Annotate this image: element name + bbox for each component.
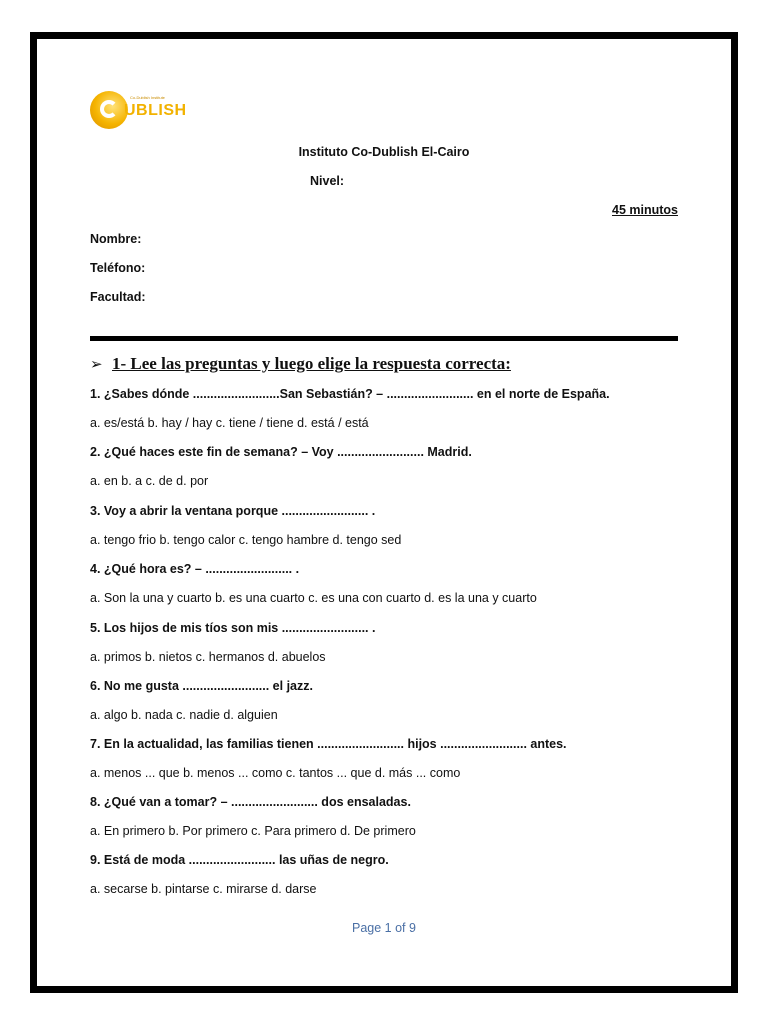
- options-7: a. menos ... que b. menos ... como c. tantos ... que d. más ... como: [90, 766, 461, 780]
- options-8: a. En primero b. Por primero c. Para primero d. De primero: [90, 824, 416, 838]
- options-1: a. es/está b. hay / hay c. tiene / tiene d. está / está: [90, 416, 369, 430]
- level-label: Nivel:: [310, 174, 345, 188]
- institute-name: Instituto Co-Dublish El-Cairo: [298, 145, 470, 159]
- question-3: 3. Voy a abrir la ventana porque ......................... .: [90, 504, 376, 518]
- divider: [90, 336, 678, 341]
- question-1: 1. ¿Sabes dónde .........................San Sebastián? – ......................... en el norte de España.: [90, 387, 610, 401]
- question-2: 2. ¿Qué haces este fin de semana? – Voy ......................... Madrid.: [90, 445, 472, 459]
- logo-text: UBLISH: [124, 102, 187, 119]
- arrow-bullet-icon: ➢: [90, 355, 103, 373]
- question-6: 6. No me gusta ......................... el jazz.: [90, 679, 313, 693]
- logo: [90, 89, 187, 133]
- duration: 45 minutos: [612, 203, 678, 217]
- logo-tagline: Co-Dublish Institute: [130, 95, 165, 100]
- question-5: 5. Los hijos de mis tíos son mis ......................... .: [90, 621, 376, 635]
- question-9: 9. Está de moda ......................... las uñas de negro.: [90, 853, 389, 867]
- options-9: a. secarse b. pintarse c. mirarse d. darse: [90, 882, 317, 896]
- options-6: a. algo b. nada c. nadie d. alguien: [90, 708, 278, 722]
- question-4: 4. ¿Qué hora es? – ......................... .: [90, 562, 300, 576]
- options-2: a. en b. a c. de d. por: [90, 474, 209, 488]
- options-4: a. Son la una y cuarto b. es una cuarto c. es una con cuarto d. es la una y cuarto: [90, 591, 537, 605]
- question-8: 8. ¿Qué van a tomar? – ......................... dos ensaladas.: [90, 795, 411, 809]
- field-name: Nombre:: [90, 232, 142, 246]
- logo-c-icon: [100, 100, 118, 118]
- options-3: a. tengo frio b. tengo calor c. tengo hambre d. tengo sed: [90, 533, 402, 547]
- section-title: 1- Lee las preguntas y luego elige la respuesta correcta:: [112, 354, 511, 373]
- field-phone: Teléfono:: [90, 261, 146, 275]
- options-5: a. primos b. nietos c. hermanos d. abuelos: [90, 650, 326, 664]
- field-faculty: Facultad:: [90, 290, 146, 304]
- question-7: 7. En la actualidad, las familias tienen ......................... hijos ......................... antes.: [90, 737, 567, 751]
- section-heading: [90, 354, 511, 374]
- page-number: Page 1 of 9: [352, 921, 416, 935]
